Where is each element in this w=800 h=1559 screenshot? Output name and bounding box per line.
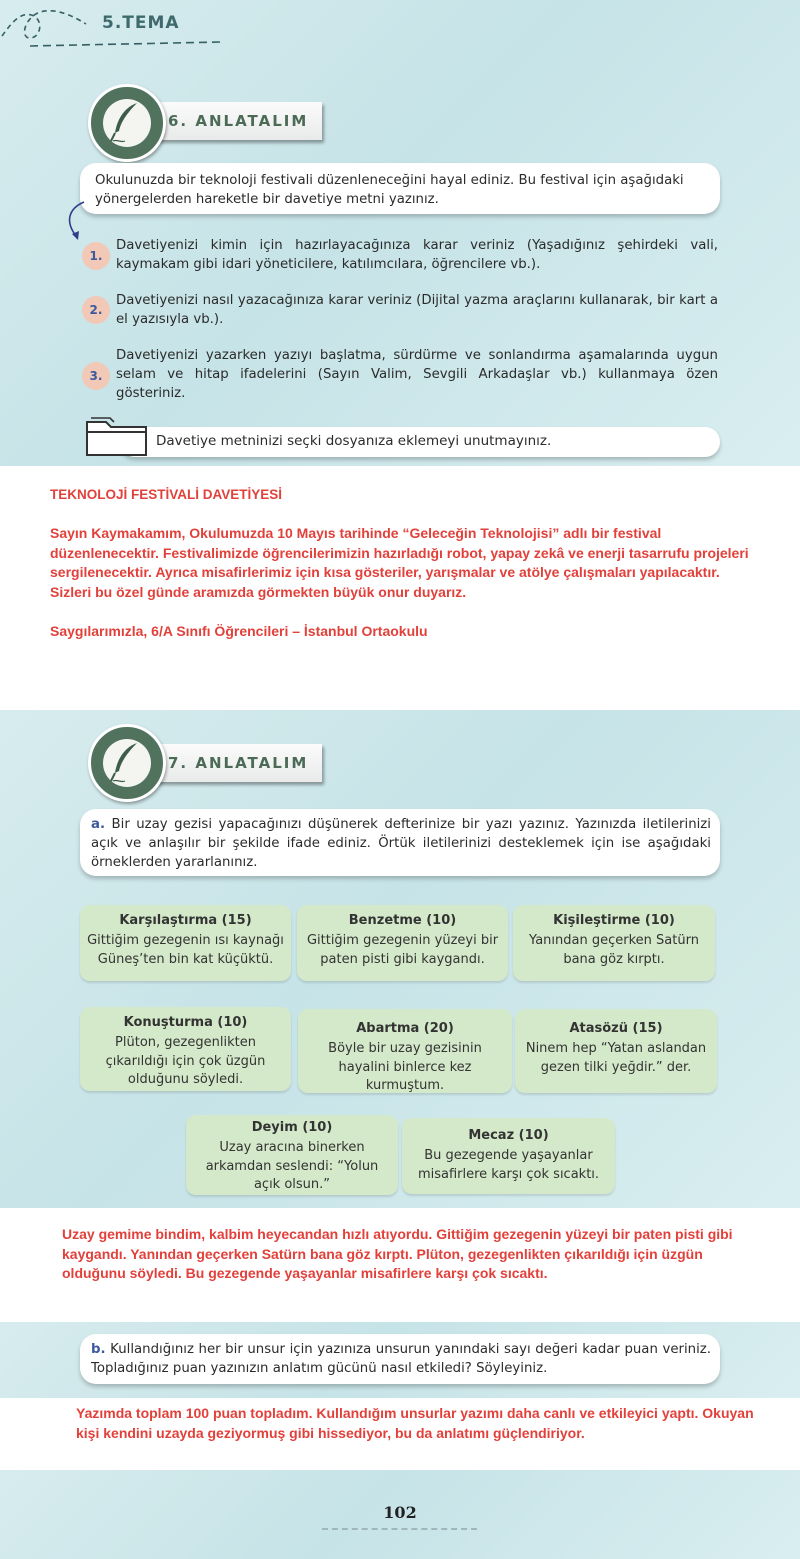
card-atasozu (515, 1009, 717, 1093)
card-karsilastirma (80, 905, 291, 981)
step-text: Davetiyenizi nasıl yazacağınıza karar veriniz (Dijital yazma araçlarını kullanarak, bir kart a el yazısıyla vb.). (116, 293, 718, 327)
card-text: Gittiğim gezegenin ısı kaynağı Güneş’ten bin kat küçüktü. (87, 933, 284, 967)
card-title: Karşılaştırma (15) (119, 913, 252, 928)
answer-7b-text: Yazımda toplam 100 puan topladım. Kullandığım unsurlar yazımı daha canlı ve etkileyici yaptı. Okuyan kişi kendini uzayda geziyormuş gibi hissediyor, bu da anlatımı güçlendiriyor. (76, 1405, 754, 1441)
card-title: Kişileştirme (10) (553, 913, 675, 928)
card-konusturma (80, 1007, 291, 1091)
card-text: Bu gezegende yaşayanlar misafirlere karşı çok sıcaktı. (417, 1148, 600, 1182)
section-7-badge (88, 724, 348, 804)
section-6-badge (88, 84, 348, 164)
card-title: Atasözü (15) (569, 1021, 663, 1036)
section-6-intro-text: Okulunuzda bir teknoloji festivali düzenleneceğini hayal ediniz. Bu festival için aşağıdaki yönergelerden hareketle bir davetiye metni yazınız. (95, 173, 684, 207)
card-text: Böyle bir uzay gezisinin hayalini binlerce kez kurmuştum. (328, 1041, 482, 1093)
card-text: Gittiğim gezegenin yüzeyi bir paten pisti gibi kaygandı. (306, 933, 499, 967)
answer-6-title: TEKNOLOJİ FESTİVALİ DAVETİYESİ (50, 487, 283, 502)
answer-6-signature: Saygılarımızla, 6/A Sınıfı Öğrencileri – İstanbul Ortaokulu (50, 623, 428, 639)
card-title: Mecaz (10) (468, 1128, 549, 1143)
card-deyim (186, 1115, 398, 1195)
feather-pen-icon (91, 727, 163, 799)
section-7a-text (91, 815, 711, 872)
theme-label: 5.TEMA (102, 13, 180, 33)
card-benzetme (297, 905, 508, 981)
section-7a-body: Bir uzay gezisi yapacağınızı düşünerek defterinize bir yazı yazınız. Yazınızda iletilerinizi açık ve anlaşılır bir şekilde ifade ediniz. Örtük iletilerinizi desteklemek için ise aşağıdaki örneklerden yararlanınız. (91, 817, 711, 870)
step-text: Davetiyenizi kimin için hazırlayacağınıza karar veriniz (Yaşadığınız şehirdeki vali, kaymakam gibi idari yöneticilere, katılımcılara, öğrencilere vb.). (116, 238, 718, 272)
card-title: Deyim (10) (251, 1120, 333, 1135)
page-number: 102 (383, 1503, 417, 1522)
step-number: 1. (82, 242, 110, 270)
card-text: Uzay aracına binerken arkamdan seslendi: “Yolun açık olsun.” (205, 1140, 379, 1192)
reminder-text: Davetiye metninizi seçki dosyanıza eklemeyi unutmayınız. (156, 433, 552, 449)
card-mecaz (402, 1118, 615, 1194)
section-7a-label: a. (91, 817, 106, 832)
curved-arrow-icon (62, 198, 102, 248)
step-number: 3. (82, 362, 110, 390)
step-text: Davetiyenizi yazarken yazıyı başlatma, sürdürme ve sonlandırma aşamalarında uygun selam ve hitap ifadelerini (Sayın Valim, Sevgili Arkadaşlar vb.) kullanmaya özen gösteriniz. (116, 348, 718, 401)
page-number-underline (322, 1528, 477, 1530)
card-title: Benzetme (10) (348, 913, 457, 928)
card-kisilestirme (513, 905, 715, 981)
answer-7a-text: Uzay gemime bindim, kalbim heyecandan hızlı atıyordu. Gittiğim gezegenin yüzeyi bir paten pisti gibi kaygandı. Yanından geçerken Satürn bana göz kırptı. Plüton, gezegenlikten çıkarıldığı için üzgün olduğunu söyledi. Bu gezegende yaşayanlar misafirlere karşı çok sıcaktı. (62, 1226, 733, 1281)
answer-6-body: Sayın Kaymakamım, Okulumuzda 10 Mayıs tarihinde “Geleceğin Teknolojisi” adlı bir festival düzenlenecektir. Festivalimizde öğrencilerimizin hazırladığı robot, yapay zekâ ve enerji tasarrufu projeleri sergilenecektir. Ayrıca misafirlerimiz için kısa gösteriler, yarışmalar ve atölye çalışmaları yapılacaktır. Sizleri bu özel günde aramızda görmekten büyük onur duyarız. (50, 525, 749, 600)
card-text: Ninem hep “Yatan aslandan gezen tilki yeğdir.” der. (525, 1041, 707, 1075)
card-title: Abartma (20) (356, 1021, 454, 1036)
card-text: Yanından geçerken Satürn bana göz kırptı. (529, 933, 699, 967)
badge-title: 6. ANLATALIM (168, 112, 309, 130)
badge-disc (88, 724, 166, 802)
badge-disc (88, 84, 166, 162)
card-abartma (298, 1009, 512, 1093)
badge-title: 7. ANLATALIM (168, 754, 309, 772)
card-text: Plüton, gezegenlikten çıkarıldığı için çok üzgün olduğunu söyledi. (105, 1035, 266, 1087)
step-number: 2. (82, 296, 110, 324)
section-7b-text (91, 1340, 711, 1378)
section-7b-label: b. (91, 1342, 106, 1357)
section-7b-body: Kullandığınız her bir unsur için yazınıza unsurun yanındaki sayı değeri kadar puan veriniz. Topladığınız puan yazınızın anlatım gücünü nasıl etkiledi? Söyleyiniz. (91, 1342, 711, 1376)
folder-icon (84, 414, 150, 458)
feather-pen-icon (91, 87, 163, 159)
card-title: Konuşturma (10) (123, 1015, 248, 1030)
